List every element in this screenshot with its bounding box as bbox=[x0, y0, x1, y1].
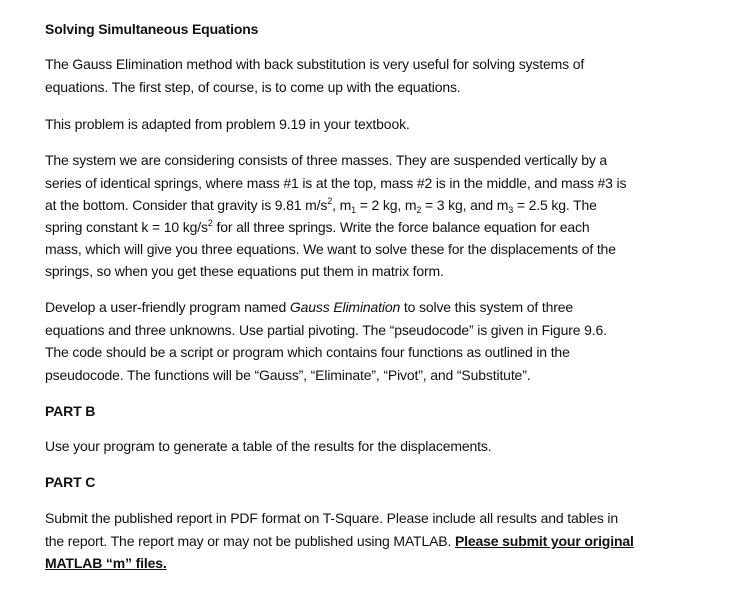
intro-paragraph-line-1: The Gauss Elimination method with back substitution is very useful for solving systems of bbox=[45, 56, 585, 72]
document-title: Solving Simultaneous Equations bbox=[45, 21, 259, 37]
program-intro-text: Develop a user-friendly program named bbox=[45, 299, 290, 315]
system-paragraph-line-4 bbox=[45, 216, 590, 238]
mass-1-subscript: 1 bbox=[351, 205, 356, 215]
program-paragraph-line-4: pseudocode. The functions will be “Gauss”, “Eliminate”, “Pivot”, and “Substitute”. bbox=[45, 367, 531, 383]
system-paragraph-line-5: mass, which will give you three equations. We want to solve these for the displacements of the bbox=[45, 241, 616, 257]
part-c-line-1: Submit the published report in PDF format on T-Square. Please include all results and tables in bbox=[45, 510, 619, 526]
mass-2-label: = 2 kg, m bbox=[356, 197, 417, 213]
part-b-heading: PART B bbox=[45, 403, 96, 419]
system-paragraph-line-2: series of identical springs, where mass #1 is at the top, mass #2 is in the middle, and mass #3 is bbox=[45, 175, 627, 191]
part-c-heading: PART C bbox=[45, 474, 96, 490]
gravity-exponent: 2 bbox=[327, 196, 333, 206]
program-paragraph-line-1 bbox=[45, 296, 573, 318]
system-paragraph-line-3 bbox=[45, 194, 597, 216]
part-b-text: Use your program to generate a table of the results for the displacements. bbox=[45, 438, 492, 454]
program-paragraph-line-2: equations and three unknowns. Use partial pivoting. The “pseudocode” is given in Figure 9.6. bbox=[45, 322, 607, 338]
program-purpose-text: to solve this system of three bbox=[400, 299, 574, 315]
mass-3-subscript: 3 bbox=[508, 205, 514, 215]
program-paragraph-line-3: The code should be a script or program which contains four functions as outlined in the bbox=[45, 344, 570, 360]
mass-2-subscript: 2 bbox=[416, 205, 422, 215]
submit-instruction: Please submit your original bbox=[454, 533, 634, 549]
part-c-line-2 bbox=[45, 530, 634, 552]
system-paragraph-line-1: The system we are considering consists of three masses. They are suspended vertically by a bbox=[45, 152, 608, 168]
force-balance-text: for all three springs. Write the force balance equation for each bbox=[212, 219, 590, 235]
system-paragraph-line-6: springs, so when you get these equations put them in matrix form. bbox=[45, 263, 444, 279]
mass-1-label: , m bbox=[332, 197, 352, 213]
textbook-reference: This problem is adapted from problem 9.19 in your textbook. bbox=[45, 116, 410, 132]
submit-instruction-line-2: MATLAB “m” files. bbox=[45, 555, 167, 571]
intro-paragraph-line-2: equations. The first step, of course, is to come up with the equations. bbox=[45, 79, 461, 95]
mass-3-label: = 3 kg, and m bbox=[421, 197, 509, 213]
gravity-text: at the bottom. Consider that gravity is 9.81 m/s bbox=[45, 197, 328, 213]
mass-3-value: = 2.5 kg. The bbox=[513, 197, 597, 213]
program-name: Gauss Elimination bbox=[289, 299, 401, 315]
report-text: the report. The report may or may not be published using MATLAB. bbox=[45, 533, 455, 549]
spring-constant-exponent: 2 bbox=[207, 218, 213, 228]
spring-constant-text: spring constant k = 10 kg/s bbox=[45, 219, 208, 235]
